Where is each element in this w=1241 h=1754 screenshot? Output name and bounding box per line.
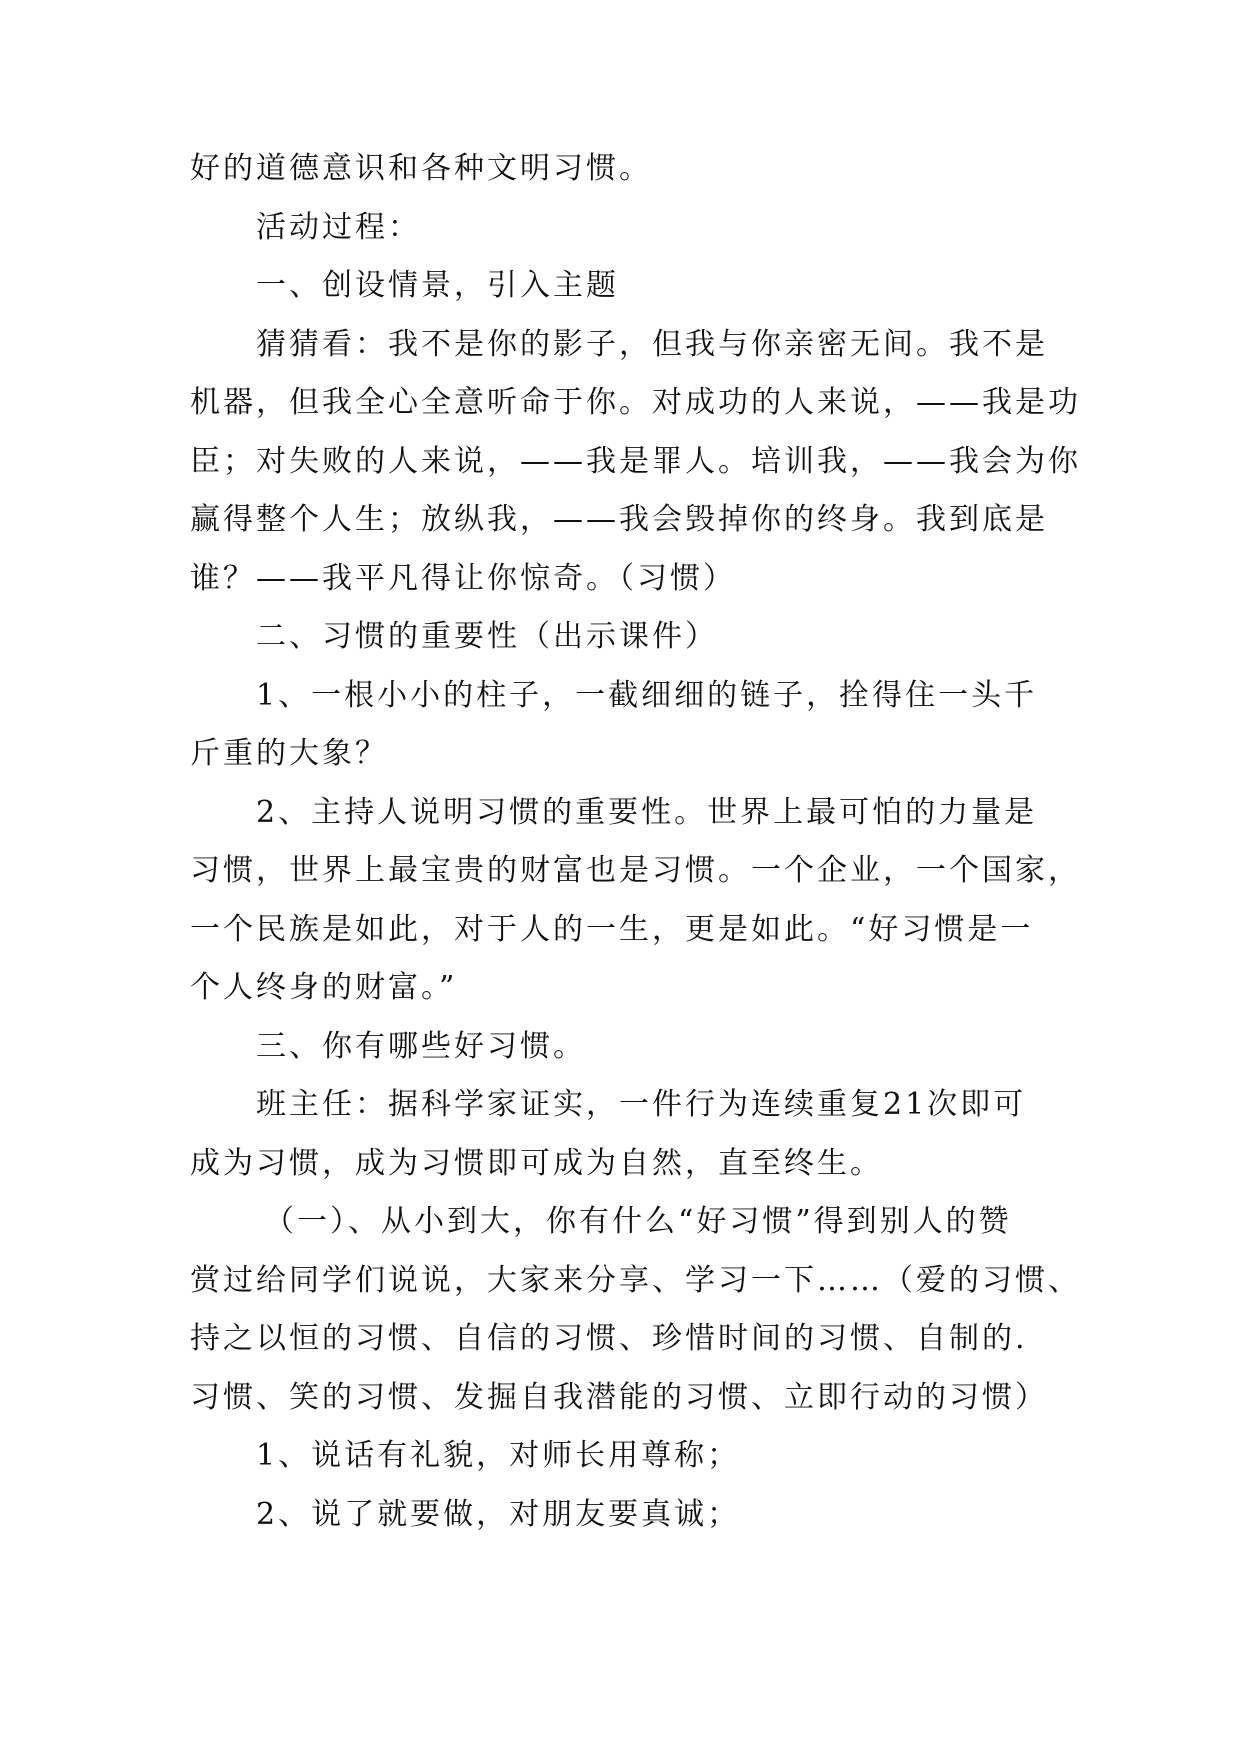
text-line: 2、主持人说明习惯的重要性。世界上最可怕的力量是 xyxy=(256,794,1038,830)
text-line: 习惯、笑的习惯、发掘自我潜能的习惯、立即行动的习惯） xyxy=(190,1379,1048,1415)
text-line: 好的道德意识和各种文明习惯。 xyxy=(190,151,652,186)
document-page xyxy=(190,140,1081,1544)
text-line: 赢得整个人生；放纵我，——我会毁掉你的终身。我到底是 xyxy=(190,502,1048,537)
text-line: 机器，但我全心全意听命于你。对成功的人来说，——我是功 xyxy=(190,385,1081,420)
text-line: 臣；对失败的人来说，——我是罪人。培训我，——我会为你 xyxy=(190,443,1081,479)
text-line: 猜猜看：我不是你的影子，但我与你亲密无间。我不是 xyxy=(256,326,1048,362)
section-heading: 二、习惯的重要性（出示课件） xyxy=(256,619,718,654)
text-line: 一个民族是如此，对于人的一生，更是如此。“好习惯是一 xyxy=(190,911,1034,947)
section-heading: 一、创设情景，引入主题 xyxy=(256,268,619,303)
text-line: 个人终身的财富。” xyxy=(190,970,458,1005)
text-line: 习惯，世界上最宝贵的财富也是习惯。一个企业，一个国家， xyxy=(190,853,1081,888)
text-line: 持之以恒的习惯、自信的习惯、珍惜时间的习惯、自制的. xyxy=(190,1321,1028,1356)
section-label: 活动过程： xyxy=(256,209,421,245)
text-line: 斤重的大象？ xyxy=(190,736,388,771)
section-heading: 三、你有哪些好习惯。 xyxy=(256,1028,586,1064)
list-item: 2、说了就要做，对朋友要真诚； xyxy=(256,1496,741,1532)
text-line: 班主任：据科学家证实，一件行为连续重复21次即可 xyxy=(256,1087,1027,1122)
subsection-heading: （一）、从小到大，你有什么“好习惯”得到别人的赞 xyxy=(264,1204,1012,1239)
text-line: 1、一根小小的柱子，一截细细的链子，拴得住一头千 xyxy=(256,677,1038,713)
text-line: 成为习惯，成为习惯即可成为自然，直至终生。 xyxy=(190,1145,883,1181)
text-line: 赏过给同学们说说，大家来分享、学习一下……（爱的习惯、 xyxy=(190,1262,1081,1298)
list-item: 1、说话有礼貌，对师长用尊称； xyxy=(256,1438,741,1473)
text-line: 谁？——我平凡得让你惊奇。（习惯） xyxy=(190,560,736,596)
